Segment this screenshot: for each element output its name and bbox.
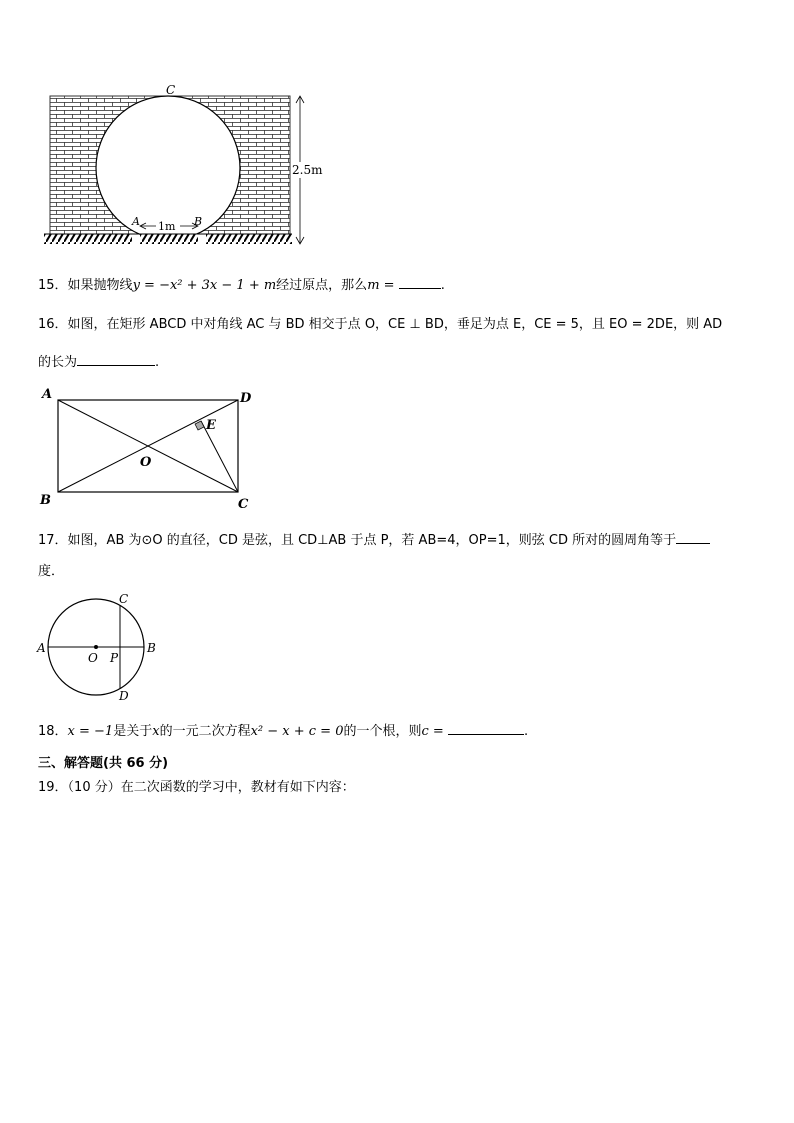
q17-line1: 如图，AB 为⊙O 的直径，CD 是弦，且 CD⊥AB 于点 P，若 AB=4，OP=1，则弦 CD 所对的圆周角等于 <box>67 533 677 548</box>
q17-answer-blank[interactable] <box>676 531 710 544</box>
q16-line1: 如图，在矩形 ABCD 中对角线 AC 与 BD 相交于点 O，CE ⊥ BD，垂足为点 E，CE = 5，且 EO = 2DE，则 AD <box>67 317 723 332</box>
q19-number: 19． <box>38 780 68 795</box>
q15-end: . <box>440 278 445 293</box>
q18-text1: 是关于 <box>113 724 153 739</box>
q18-text2: 的一元二次方程 <box>159 724 251 739</box>
point-O: O <box>140 455 152 470</box>
question-16-line1 <box>38 316 722 334</box>
q16-answer-blank[interactable] <box>77 353 155 366</box>
q18-formula2: x² − x + c = 0 <box>250 724 344 739</box>
q18-end: . <box>523 724 529 739</box>
label-C: C <box>166 83 176 97</box>
q18-eq: = <box>428 724 448 739</box>
question-18 <box>38 722 528 741</box>
wall-arch-figure <box>40 82 330 254</box>
q16-line2-prefix: 的长为 <box>38 355 78 370</box>
question-19 <box>38 779 355 797</box>
point-E: E <box>206 418 216 433</box>
point-C: C <box>119 592 129 606</box>
section-heading: 三、解答题(共 66 分) <box>38 756 169 771</box>
ground-left <box>44 234 132 244</box>
q18-number: 18． <box>38 724 68 739</box>
q18-answer-blank[interactable] <box>448 722 524 735</box>
q15-text-prefix: 如果抛物线 <box>67 278 133 293</box>
ground-middle <box>140 234 198 244</box>
q16-line2-end: . <box>155 355 160 370</box>
arch-opening <box>96 96 240 240</box>
q18-var-x: x <box>152 724 160 739</box>
point-A: A <box>42 387 53 402</box>
point-D: D <box>119 689 129 703</box>
question-17-line2 <box>38 563 64 581</box>
circle-figure <box>34 590 164 704</box>
q17-line2: 度． <box>38 564 65 579</box>
q15-number: 15． <box>38 278 68 293</box>
rectangle-figure <box>38 386 260 512</box>
q15-answer-blank[interactable] <box>399 276 441 289</box>
question-16-line2 <box>38 353 159 372</box>
q15-eq: = <box>379 278 399 293</box>
point-A: A <box>37 641 46 655</box>
label-1m: 1m <box>158 220 176 233</box>
label-A: A <box>132 215 140 228</box>
q17-number: 17． <box>38 533 68 548</box>
q18-var-c: c <box>421 724 429 739</box>
q15-formula: y = −x² + 3x − 1 + m <box>132 278 277 293</box>
q15-text-mid: 经过原点，那么 <box>276 278 368 293</box>
q19-text: （10 分）在二次函数的学习中，教材有如下内容： <box>67 780 355 795</box>
q16-number: 16． <box>38 317 68 332</box>
question-15 <box>38 276 445 295</box>
q18-text3: 的一个根，则 <box>343 724 422 739</box>
point-B: B <box>40 493 51 508</box>
right-angle-mark <box>195 421 204 430</box>
label-B: B <box>194 215 203 228</box>
point-C: C <box>238 497 249 512</box>
point-O: O <box>88 651 98 665</box>
q18-formula1: x = −1 <box>67 724 114 739</box>
ground-right <box>206 234 292 244</box>
q15-var: m <box>367 278 380 293</box>
question-17-line1 <box>38 531 710 550</box>
point-D: D <box>240 391 252 406</box>
point-B: B <box>147 641 156 655</box>
label-height: 2.5m <box>292 163 323 177</box>
center-dot <box>94 645 98 649</box>
point-P: P <box>110 651 119 665</box>
